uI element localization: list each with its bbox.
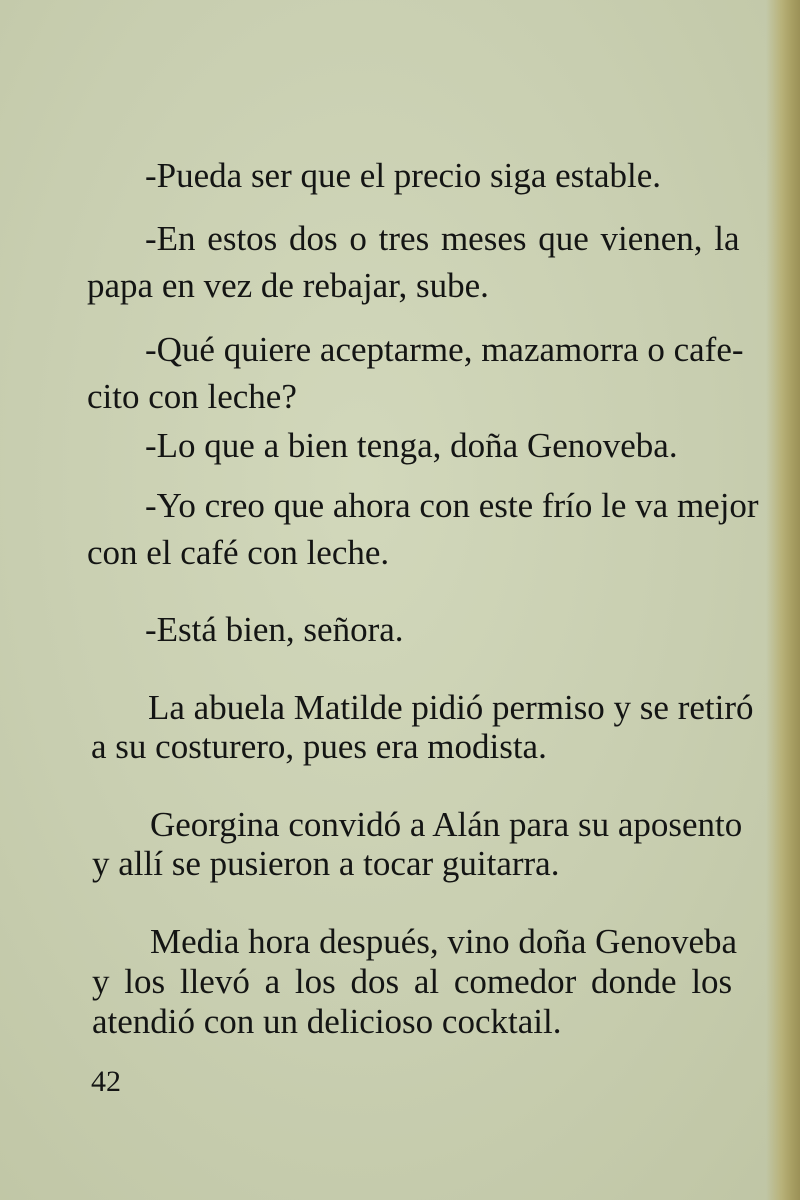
text-line: y los llevó a los dos al comedor donde los xyxy=(92,962,733,1001)
text-line: papa en vez de rebajar, sube. xyxy=(87,266,489,305)
text-line: -Está bien, señora. xyxy=(145,610,404,649)
text-line: La abuela Matilde pidió permiso y se retiró xyxy=(148,688,754,727)
text-line: y allí se pusieron a tocar guitarra. xyxy=(92,844,560,883)
text-line: cito con leche? xyxy=(87,377,297,416)
text-line: -En estos dos o tres meses que vienen, la xyxy=(145,219,740,258)
text-line: -Yo creo que ahora con este frío le va mejor xyxy=(145,486,759,525)
text-line: Georgina convidó a Alán para su aposento xyxy=(150,805,743,844)
text-line: a su costurero, pues era modista. xyxy=(91,727,547,766)
text-line: -Pueda ser que el precio siga estable. xyxy=(145,156,662,195)
text-line: con el café con leche. xyxy=(87,533,390,572)
text-line: Media hora después, vino doña Genoveba xyxy=(150,922,738,961)
page-number: 42 xyxy=(91,1065,121,1098)
text-line: -Qué quiere aceptarme, mazamorra o cafe- xyxy=(145,330,744,369)
text-line: -Lo que a bien tenga, doña Genoveba. xyxy=(145,426,678,465)
page-edge-shading xyxy=(766,0,800,1200)
text-line: atendió con un delicioso cocktail. xyxy=(92,1002,562,1041)
